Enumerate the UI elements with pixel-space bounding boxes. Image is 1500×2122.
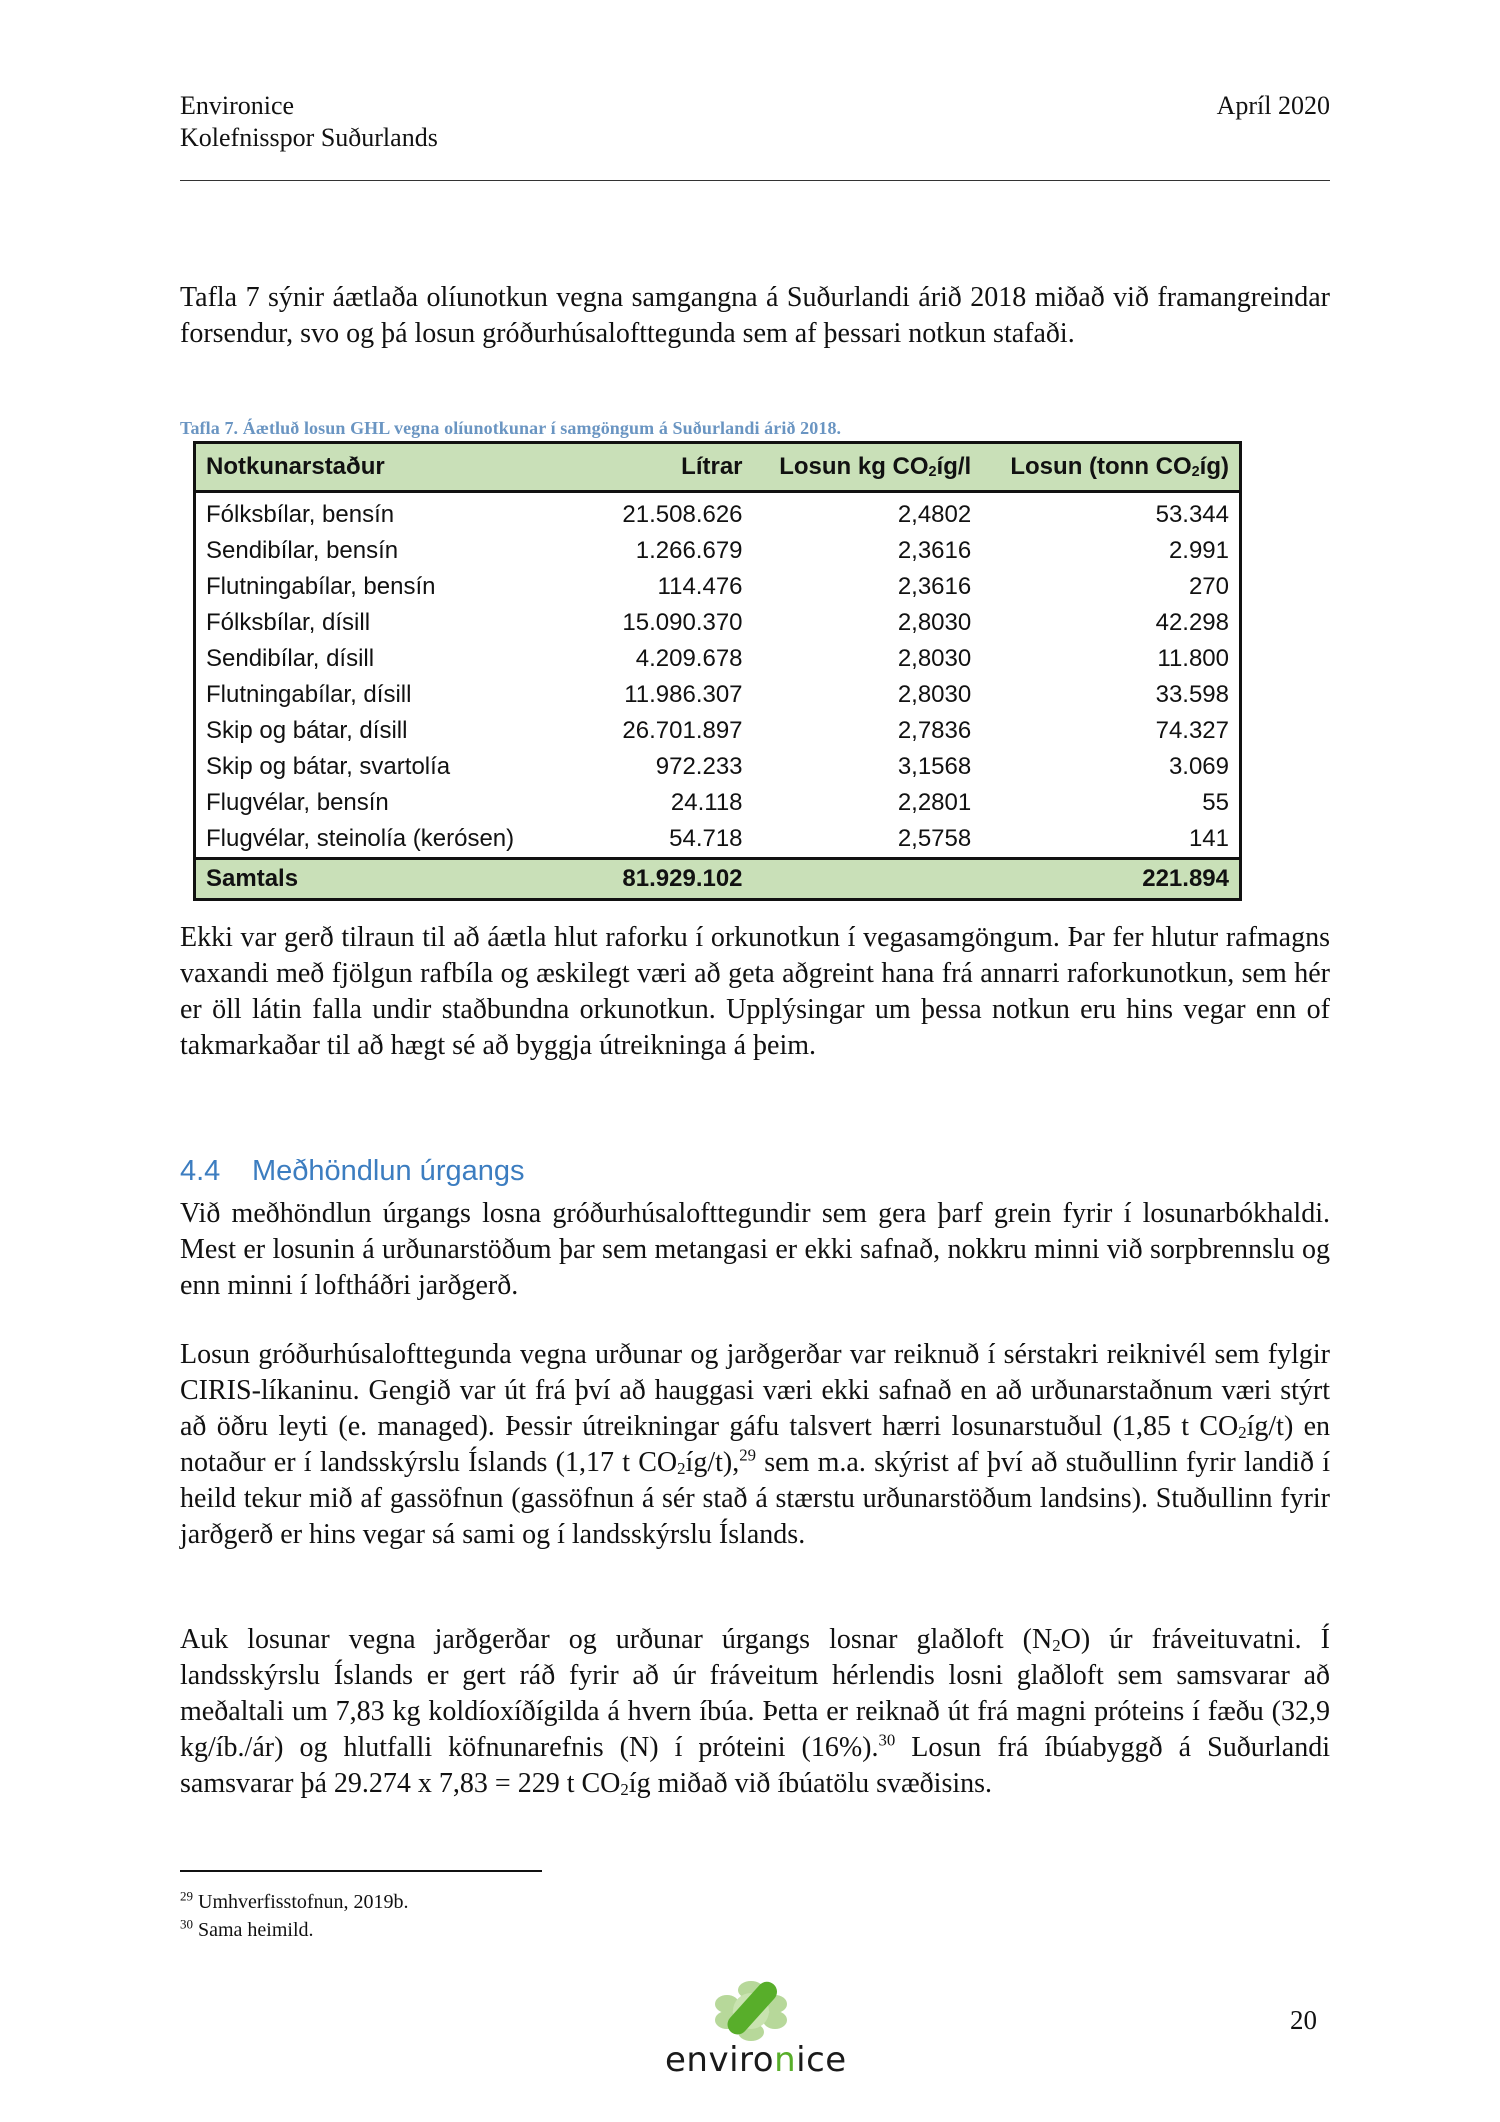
- cell-liters: 1.266.679: [635, 537, 743, 564]
- footnote-ref-29[interactable]: 29: [739, 1445, 756, 1465]
- subscript: 2: [677, 1459, 686, 1478]
- cell-emission: 42.298: [1155, 609, 1229, 636]
- text-run: íg miðað við íbúatölu svæðisins.: [628, 1768, 993, 1799]
- footnote-number: 29: [180, 1888, 193, 1904]
- subscript: 2: [1052, 1636, 1061, 1655]
- cell-liters: 26.701.897: [622, 717, 743, 744]
- table-row: [195, 677, 1241, 713]
- page-number: 20: [1290, 2005, 1317, 2035]
- emissions-table: [193, 441, 1242, 901]
- cell-factor: 2,7836: [897, 717, 972, 744]
- intro-paragraph: Tafla 7 sýnir áætlaða olíunotkun vegna samgangna á Suðurlandi árið 2018 miðað við framangreindar forsendur, svo og þá losun gróðurhúsalofttegunda sem af þessari notkun stafaði.: [180, 282, 1330, 349]
- total-liters: 81.929.102: [576, 859, 752, 900]
- subscript: 2: [1238, 1423, 1247, 1442]
- cell-liters: 24.118: [670, 789, 743, 816]
- cell-emission: 141: [1188, 825, 1229, 852]
- cell-emission: 74.327: [1155, 717, 1229, 744]
- cell-emission: 270: [1188, 573, 1229, 600]
- footnote-29: [180, 1888, 409, 1916]
- header-org: Environice: [180, 91, 295, 120]
- text-run: sem m.a. skýrist af því að stuðullinn fyrir landið í heild tekur mið af gassöfnun (gassöfnun á sér stað á stærstu urðunarstöðum landsins). Stuðullinn fyrir jarðgerð er hins vegar sá sami og í landsskýrslu Íslands.: [180, 1447, 1330, 1550]
- text-run: íg/t) en notaður er í landsskýrslu Íslands (1,17 t CO: [180, 1411, 1330, 1478]
- cell-emission: 2.991: [1168, 537, 1229, 564]
- cell-factor: 2,3616: [897, 573, 972, 600]
- table-row: [195, 713, 1241, 749]
- cell-place: Fólksbílar, dísill: [206, 609, 371, 636]
- landfill-paragraph: [180, 1337, 1330, 1553]
- subscript: 2: [928, 464, 937, 480]
- table-row: [195, 605, 1241, 641]
- footnote-number: 30: [180, 1916, 193, 1932]
- cell-liters: 54.718: [669, 825, 743, 852]
- table-caption: Tafla 7. Áætluð losun GHL vegna olíunotkunar í samgöngum á Suðurlandi árið 2018.: [180, 418, 842, 438]
- text-run: O) úr fráveituvatni. Í landsskýrslu Íslands er gert ráð fyrir að úr fráveitum hérlendis losni glaðloft sem samsvarar að meðaltali um 7,83 kg koldíoxíðígilda á hvern íbúa. Þetta er reiknað út frá magni próteins í fæðu (32,9 kg/íb./ár) og hlutfalli köfnunarefnis (N) í próteini (16%).: [180, 1624, 1330, 1763]
- total-emission: 221.894: [981, 859, 1240, 900]
- cell-factor: 2,2801: [897, 789, 972, 816]
- table-body: [195, 492, 1241, 859]
- cell-liters: 21.508.626: [622, 501, 743, 528]
- cell-emission: 11.800: [1157, 645, 1229, 672]
- cell-place: Sendibílar, dísill: [206, 645, 375, 672]
- cell-place: Flutningabílar, bensín: [206, 573, 436, 600]
- section-number: 4.4: [180, 1155, 221, 1187]
- cell-factor: 2,3616: [897, 537, 972, 564]
- cell-liters: 11.986.307: [624, 681, 743, 708]
- table-total-row: [195, 859, 1241, 900]
- cell-factor: 3,1568: [897, 753, 972, 780]
- total-factor: [753, 859, 982, 900]
- col-header-place: Notkunarstaður: [195, 443, 577, 492]
- col-header-emission-text: Losun (tonn CO: [1010, 453, 1192, 480]
- text-run: Auk losunar vegna jarðgerðar og urðunar úrgangs losnar glaðloft (N: [180, 1624, 1053, 1655]
- cell-liters: 4.209.678: [635, 645, 743, 672]
- cell-place: Flugvélar, bensín: [206, 789, 389, 816]
- subscript: 2: [620, 1780, 629, 1799]
- table-row: [195, 492, 1241, 534]
- footnote-separator: [180, 1870, 542, 1872]
- environice-logo-text: [665, 2040, 847, 2080]
- cell-factor: 2,8030: [897, 645, 972, 672]
- cell-emission: 3.069: [1168, 753, 1229, 780]
- table-row: [195, 749, 1241, 785]
- cell-emission: 55: [1202, 789, 1229, 816]
- table-row: [195, 641, 1241, 677]
- waste-intro-paragraph: Við meðhöndlun úrgangs losna gróðurhúsalofttegundir sem gera þarf grein fyrir í losunarbókhaldi. Mest er losunin á urðunarstöðum þar sem metangasi er ekki safnað, nokkru minni við sorpbrennslu og enn minni í loftháðri jarðgerð.: [180, 1198, 1330, 1301]
- cell-factor: 2,8030: [897, 681, 972, 708]
- footnote-ref-30[interactable]: 30: [878, 1730, 896, 1750]
- wastewater-paragraph: [180, 1622, 1330, 1802]
- text-run: Losun frá íbúabyggð á Suðurlandi samsvarar þá 29.274 x 7,83 = 229 t CO: [180, 1732, 1331, 1799]
- running-header-left: [180, 90, 438, 154]
- col-header-emission-unit: íg): [1199, 453, 1229, 480]
- col-header-factor-unit: íg/l: [936, 453, 972, 480]
- cell-emission: 53.344: [1155, 501, 1229, 528]
- table-row: [195, 533, 1241, 569]
- table-header-row: [195, 443, 1241, 492]
- table-row: [195, 785, 1241, 821]
- cell-place: Flutningabílar, dísill: [206, 681, 412, 708]
- subscript: 2: [1191, 464, 1200, 480]
- electricity-paragraph: Ekki var gerð tilraun til að áætla hlut raforku í orkunotkun í vegasamgöngum. Þar fer hlutur rafmagns vaxandi með fjölgun rafbíla og æskilegt væri að geta aðgreint hana frá annarri raforkunotkun, sem hér er öll látin falla undir staðbundna orkunotkun. Upplýsingar um þessa notkun eru hins vegar enn of takmarkaðar til að hægt sé að byggja útreikninga á þeim.: [180, 922, 1330, 1061]
- table-row: [195, 821, 1241, 859]
- col-header-factor: [753, 443, 982, 492]
- logo-text-accent: n: [774, 2040, 797, 2080]
- environice-logo-icon: [714, 1980, 788, 2042]
- footnote-text: Sama heimild.: [198, 1919, 314, 1941]
- col-header-factor-text: Losun kg CO: [779, 453, 929, 480]
- header-date: Apríl 2020: [1216, 91, 1330, 120]
- cell-factor: 2,5758: [897, 825, 972, 852]
- text-run: Losun gróðurhúsalofttegunda vegna urðunar og jarðgerðar var reiknuð í sérstakri reiknivél sem fylgir CIRIS-líkaninu. Gengið var út frá því að hauggasi væri ekki safnað en að urðunarstaðnum væri stýrt að öðru leyti (e. managed). Þessir útreikningar gáfu talsvert hærri losunarstuðul (1,85 t CO: [180, 1339, 1330, 1442]
- header-divider: [180, 180, 1330, 181]
- total-label: Samtals: [195, 859, 577, 900]
- logo-text-post: ice: [796, 2040, 847, 2080]
- logo-text-pre: enviro: [665, 2040, 775, 2080]
- col-header-emission: [981, 443, 1240, 492]
- text-run: íg/t),: [685, 1447, 740, 1478]
- cell-place: Sendibílar, bensín: [206, 537, 399, 564]
- cell-emission: 33.598: [1155, 681, 1229, 708]
- table-row: [195, 569, 1241, 605]
- header-report-title: Kolefnisspor Suðurlands: [180, 123, 438, 152]
- cell-place: Skip og bátar, dísill: [206, 717, 408, 744]
- cell-liters: 972.233: [655, 753, 743, 780]
- section-title: Meðhöndlun úrgangs: [252, 1155, 525, 1187]
- cell-liters: 114.476: [657, 573, 743, 600]
- cell-place: Flugvélar, steinolía (kerósen): [206, 825, 515, 852]
- footnote-text: Umhverfisstofnun, 2019b.: [198, 1891, 409, 1913]
- cell-factor: 2,4802: [897, 501, 972, 528]
- section-heading: [180, 1155, 524, 1188]
- footnote-30: [180, 1916, 314, 1944]
- cell-place: Fólksbílar, bensín: [206, 501, 395, 528]
- cell-place: Skip og bátar, svartolía: [206, 753, 451, 780]
- col-header-liters: Lítrar: [576, 443, 752, 492]
- cell-factor: 2,8030: [897, 609, 972, 636]
- cell-liters: 15.090.370: [622, 609, 743, 636]
